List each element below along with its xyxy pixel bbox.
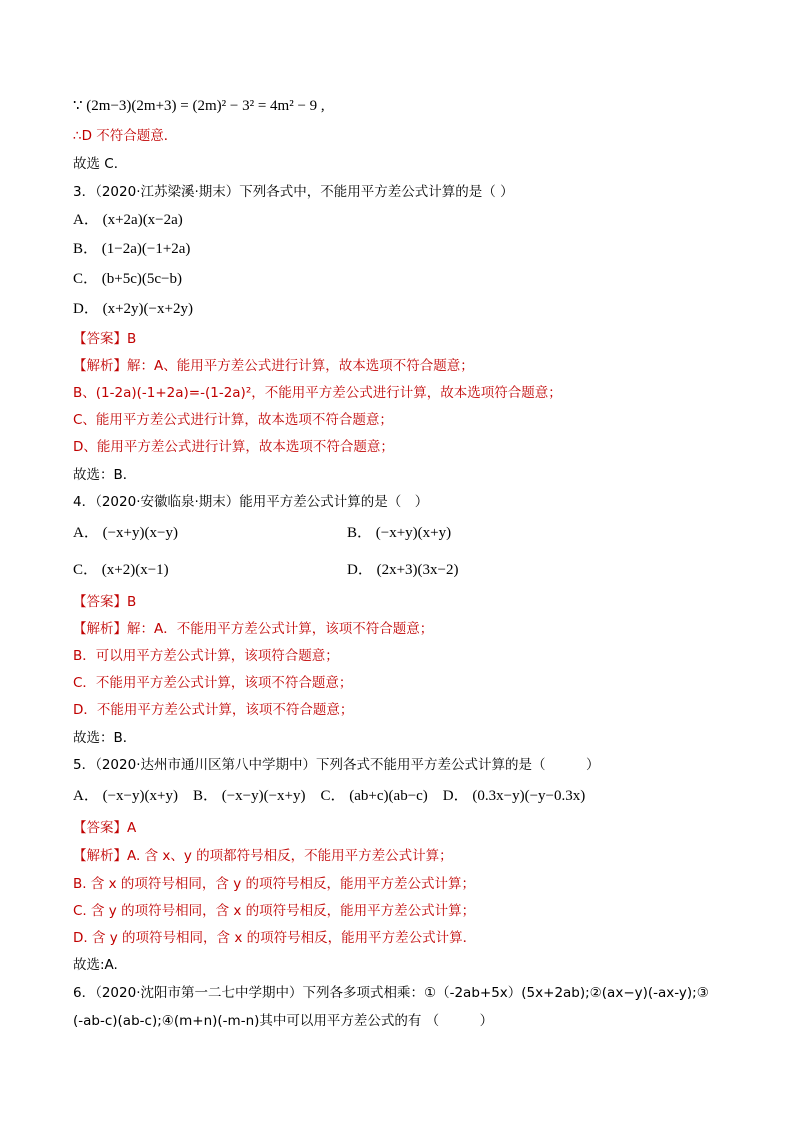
question-3-conclusion: 故选：B．: [73, 467, 137, 483]
question-4-answer: 【答案】B: [73, 594, 137, 610]
question-3-option-a: A． (x+2a)(x−2a): [73, 212, 183, 228]
question-3-stem: 3．（2020·江苏梁溪·期末）下列各式中，不能用平方差公式计算的是（ ）: [73, 184, 514, 200]
question-4-explanation-3: C．不能用平方差公式计算，该项不符合题意；: [73, 675, 353, 691]
question-4-explanation-1: 【解析】解：A．不能用平方差公式计算，该项不符合题意；: [73, 621, 434, 637]
question-3-explanation-2: B、(1-2a)(-1+2a)=-(1-2a)²，不能用平方差公式进行计算，故本选项符合题意；: [73, 385, 562, 401]
solution-line-3: 故选 C．: [73, 156, 128, 172]
question-4-stem: 4．（2020·安徽临泉·期末）能用平方差公式计算的是（ ）: [73, 494, 429, 510]
question-4-option-c: C． (x+2)(x−1): [73, 562, 169, 578]
question-3-option-c: C． (b+5c)(5c−b): [73, 271, 182, 287]
question-5-conclusion: 故选:A.: [73, 957, 118, 973]
question-3-option-b: B． (1−2a)(−1+2a): [73, 241, 191, 257]
question-6-stem-line-2: (-ab-c)(ab-c);④(m+n)(-m-n)其中可以用平方差公式的有 （ ）: [73, 1013, 494, 1029]
question-3-option-d: D． (x+2y)(−x+2y): [73, 301, 193, 317]
question-3-explanation-3: C、能用平方差公式进行计算，故本选项不符合题意；: [73, 412, 393, 428]
question-4-explanation-4: D．不能用平方差公式计算，该项不符合题意；: [73, 702, 354, 718]
question-4-option-d: D． (2x+3)(3x−2): [347, 562, 459, 578]
solution-line-2: ∴D 不符合题意．: [73, 128, 178, 144]
question-4-conclusion: 故选：B．: [73, 730, 137, 746]
question-3-explanation-1: 【解析】解：A、能用平方差公式进行计算，故本选项不符合题意；: [73, 358, 474, 374]
question-5-stem: 5．（2020·达州市通川区第八中学期中）下列各式不能用平方差公式计算的是（ ）: [73, 757, 600, 773]
solution-line-1: ∵ (2m−3)(2m+3) = (2m)² − 3² = 4m² − 9 ,: [73, 98, 325, 114]
question-5-explanation-2: B. 含 x 的项符号相同，含 y 的项符号相反，能用平方差公式计算；: [73, 876, 475, 892]
question-6-stem-line-1: 6．（2020·沈阳市第一二七中学期中）下列各多项式相乘：①（-2ab+5x）(5x+2ab);②(ax−y)(-ax-y);③: [73, 985, 709, 1001]
question-5-explanation-3: C. 含 y 的项符号相同，含 x 的项符号相反，能用平方差公式计算；: [73, 903, 476, 919]
question-5-explanation-4: D. 含 y 的项符号相同，含 x 的项符号相反，能用平方差公式计算．: [73, 930, 477, 946]
question-5-answer: 【答案】A: [73, 820, 137, 836]
question-3-answer: 【答案】B: [73, 331, 137, 347]
question-4-option-a: A． (−x+y)(x−y): [73, 525, 178, 541]
question-4-option-b: B． (−x+y)(x+y): [347, 525, 452, 541]
question-5-options: A． (−x−y)(x+y) B． (−x−y)(−x+y) C． (ab+c)(ab−c) D． (0.3x−y)(−y−0.3x): [73, 788, 586, 804]
question-4-explanation-2: B．可以用平方差公式计算，该项符合题意；: [73, 648, 339, 664]
question-3-explanation-4: D、能用平方差公式进行计算，故本选项不符合题意；: [73, 439, 394, 455]
question-5-explanation-1: 【解析】A. 含 x、y 的项都符号相反，不能用平方差公式计算；: [73, 848, 453, 864]
